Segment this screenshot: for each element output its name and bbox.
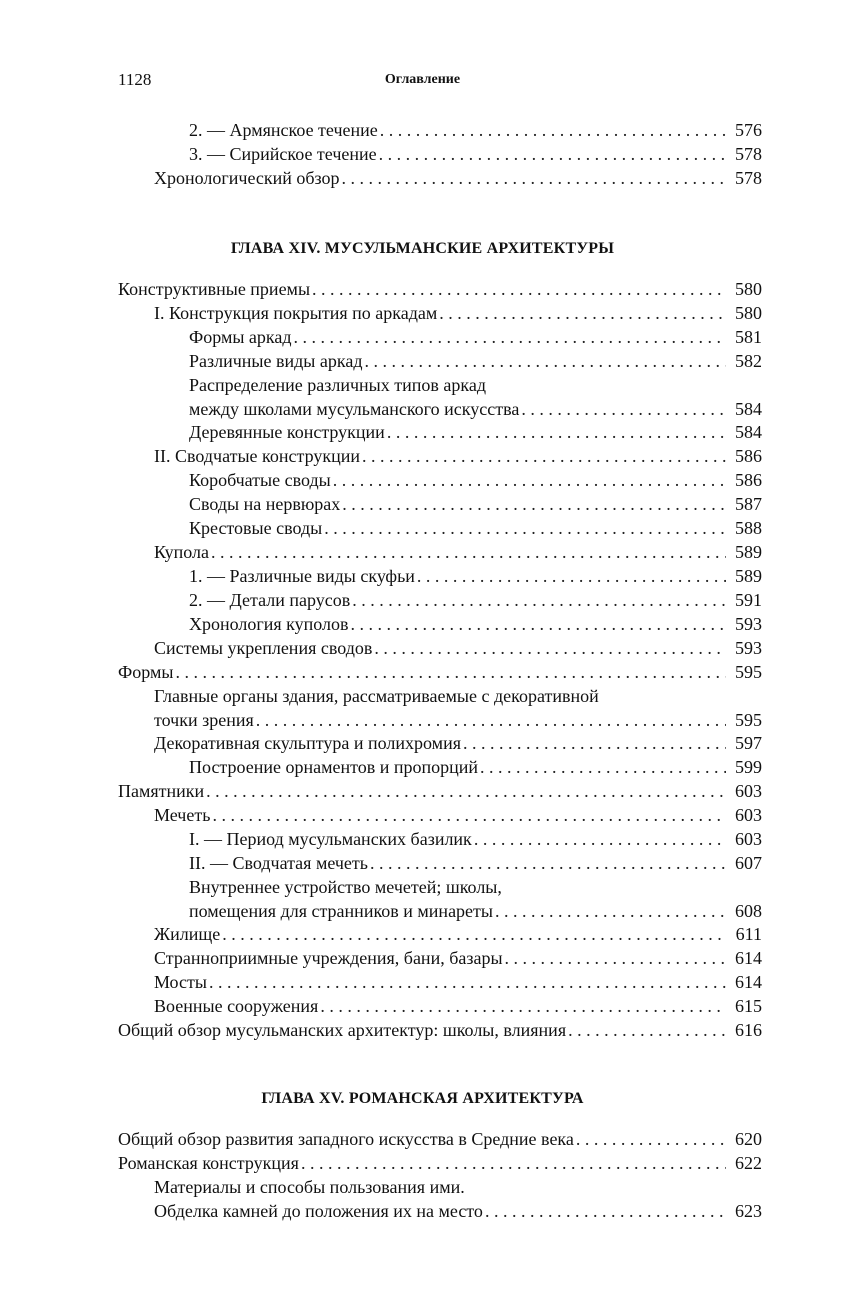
- toc-page-number: 584: [735, 422, 762, 442]
- toc-page-number: 607: [735, 853, 762, 873]
- toc-entry: Романская конструкция . . . 622: [118, 1151, 845, 1175]
- toc-entry: 1. — Различные виды скуфьи . . . 589: [189, 564, 845, 588]
- dot-leader: [333, 468, 726, 492]
- toc-entry: Деревянные конструкции . . . 584: [189, 420, 845, 444]
- dot-leader: [320, 994, 726, 1018]
- dot-leader: [312, 277, 726, 301]
- toc-entry: Конструктивные приемы . . . 580: [118, 277, 845, 301]
- dot-leader: [301, 1151, 726, 1175]
- dot-leader: [374, 636, 726, 660]
- toc-entry: Общий обзор развития западного искусства в Средние века . . . 620: [118, 1127, 845, 1151]
- page-number: 1128: [118, 70, 152, 89]
- toc-page-number: 593: [735, 638, 762, 658]
- toc-page-number: 616: [735, 1020, 762, 1040]
- toc-page-number: 603: [735, 805, 762, 825]
- toc-entry: Военные сооружения . . . 615: [154, 994, 845, 1018]
- toc-page-number: 597: [735, 733, 762, 753]
- toc-page-number: 622: [735, 1153, 762, 1173]
- toc-page-number: 623: [735, 1201, 762, 1221]
- dot-leader: [463, 731, 726, 755]
- dot-leader: [209, 970, 726, 994]
- toc-entry: Общий обзор мусульманских архитектур: школы, влияния . . . 616: [118, 1018, 845, 1042]
- running-title: Оглавление: [384, 72, 461, 87]
- toc-page-number: 595: [735, 662, 762, 682]
- toc-page-number: 611: [735, 924, 762, 944]
- toc-page-number: 580: [735, 303, 762, 323]
- toc-entry: II. Сводчатые конструкции . . . 586: [154, 444, 845, 468]
- dot-leader: [362, 444, 726, 468]
- toc-entry: Формы аркад . . . 581: [189, 325, 845, 349]
- dot-leader: [417, 564, 726, 588]
- toc-page-number: 589: [735, 542, 762, 562]
- toc-page-number: 578: [735, 168, 762, 188]
- toc-entry: Памятники . . . 603: [118, 779, 845, 803]
- dot-leader: [365, 349, 727, 373]
- toc-entry: Жилище . . . 611: [154, 922, 845, 946]
- dot-leader: [206, 779, 726, 803]
- dot-leader: [495, 899, 726, 923]
- toc-entry: Декоративная скульптура и полихромия . . . 597: [154, 731, 845, 755]
- dot-leader: [256, 708, 726, 732]
- toc-page-number: 582: [735, 351, 762, 371]
- chapter-heading: ГЛАВА XV. РОМАНСКАЯ АРХИТЕКТУРА: [261, 1090, 584, 1107]
- dot-leader: [222, 922, 726, 946]
- dot-leader: [294, 325, 726, 349]
- dot-leader: [175, 660, 726, 684]
- toc-entry: 2. — Армянское течение . . . 576: [189, 118, 845, 142]
- toc-page-number: 578: [735, 144, 762, 164]
- toc-page-number: 614: [735, 972, 762, 992]
- toc-page-number: 576: [735, 120, 762, 140]
- toc-entry: Коробчатые своды . . . 586: [189, 468, 845, 492]
- dot-leader: [521, 397, 726, 421]
- toc-entry: Мечеть . . . 603: [154, 803, 845, 827]
- dot-leader: [211, 540, 726, 564]
- toc-continuation: [0, 118, 845, 190]
- toc-page-number: 591: [735, 590, 762, 610]
- toc-page-number: 581: [735, 327, 762, 347]
- dot-leader: [370, 851, 726, 875]
- toc-chapter-15: [0, 1127, 845, 1222]
- toc-page-number: 587: [735, 494, 762, 514]
- toc-page-number: 603: [735, 781, 762, 801]
- toc-entry: Мосты . . . 614: [154, 970, 845, 994]
- toc-page-number: 589: [735, 566, 762, 586]
- toc-page-number: 614: [735, 948, 762, 968]
- dot-leader: [439, 301, 726, 325]
- toc-page-number: 595: [735, 710, 762, 730]
- dot-leader: [351, 612, 726, 636]
- toc-entry: 3. — Сирийское течение . . . 578: [189, 142, 845, 166]
- chapter-heading: ГЛАВА XIV. МУСУЛЬМАНСКИЕ АРХИТЕКТУРЫ: [230, 240, 615, 257]
- dot-leader: [212, 803, 726, 827]
- dot-leader: [576, 1127, 726, 1151]
- toc-entry: Формы . . . 595: [118, 660, 845, 684]
- dot-leader: [505, 946, 726, 970]
- dot-leader: [480, 755, 726, 779]
- toc-entry: Системы укрепления сводов . . . 593: [154, 636, 845, 660]
- dot-leader: [474, 827, 726, 851]
- toc-page-number: 603: [735, 829, 762, 849]
- dot-leader: [342, 166, 726, 190]
- toc-entry: Странноприимные учреждения, бани, базары . . . 614: [154, 946, 845, 970]
- toc-page-number: 615: [735, 996, 762, 1016]
- dot-leader: [387, 420, 726, 444]
- toc-page-number: 599: [735, 757, 762, 777]
- toc-page-number: 586: [735, 470, 762, 490]
- toc-page-number: 584: [735, 399, 762, 419]
- toc-entry: Распределение различных типов аркад между школами мусульманского искусства . . . 584: [189, 373, 845, 420]
- toc-page-number: 580: [735, 279, 762, 299]
- toc-entry: Хронология куполов . . . 593: [189, 612, 845, 636]
- dot-leader: [324, 516, 726, 540]
- toc-entry: Материалы и способы пользования ими. Обделка камней до положения их на место . . . 623: [154, 1175, 845, 1222]
- toc-page-number: 588: [735, 518, 762, 538]
- dot-leader: [342, 492, 726, 516]
- dot-leader: [352, 588, 726, 612]
- dot-leader: [485, 1199, 726, 1223]
- toc-entry: Хронологический обзор . . . 578: [154, 166, 845, 190]
- dot-leader: [568, 1018, 726, 1042]
- toc-entry: Крестовые своды . . . 588: [189, 516, 845, 540]
- toc-page-number: 608: [735, 901, 762, 921]
- toc-entry: Своды на нервюрах . . . 587: [189, 492, 845, 516]
- toc-page-number: 593: [735, 614, 762, 634]
- toc-entry: I. Конструкция покрытия по аркадам . . . 580: [154, 301, 845, 325]
- toc-entry: Внутреннее устройство мечетей; школы, помещения для странников и минареты . . . 608: [189, 875, 845, 922]
- toc-entry: Купола . . . 589: [154, 540, 845, 564]
- toc-entry: 2. — Детали парусов . . . 591: [189, 588, 845, 612]
- toc-page-number: 586: [735, 446, 762, 466]
- toc-entry: Построение орнаментов и пропорций . . . 599: [189, 755, 845, 779]
- toc-chapter-14: [0, 277, 845, 1042]
- toc-entry: Главные органы здания, рассматриваемые с декоративной точки зрения . . . 595: [154, 684, 845, 731]
- dot-leader: [380, 118, 726, 142]
- toc-entry: II. — Сводчатая мечеть . . . 607: [189, 851, 845, 875]
- toc-entry: I. — Период мусульманских базилик . . . 603: [189, 827, 845, 851]
- toc-page-number: 620: [735, 1129, 762, 1149]
- dot-leader: [379, 142, 726, 166]
- toc-entry: Различные виды аркад . . . 582: [189, 349, 845, 373]
